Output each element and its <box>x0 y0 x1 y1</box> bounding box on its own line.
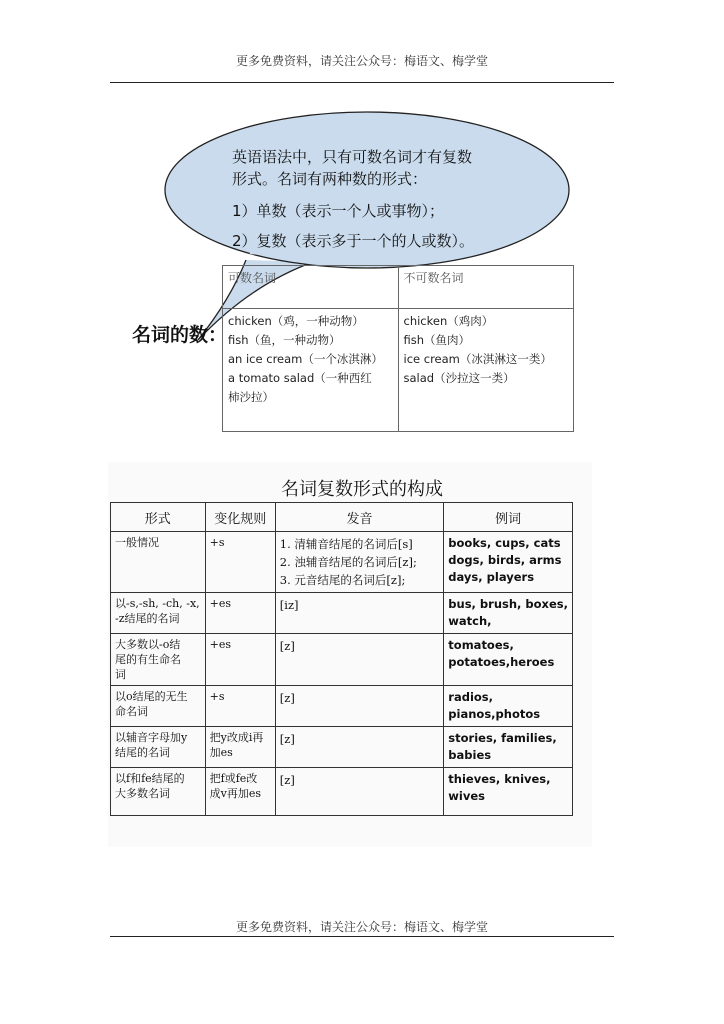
rule-cell <box>205 727 275 768</box>
rule-cell <box>205 532 275 593</box>
pronunciation-cell <box>275 532 444 593</box>
countable-item: fish（鱼，一种动物） <box>228 333 341 347</box>
uncountable-cell <box>398 309 574 432</box>
pronunciation-cell <box>275 686 444 727</box>
form-text: 命名词 <box>115 705 148 718</box>
countable-cell <box>223 309 399 432</box>
table-row <box>111 593 573 634</box>
pronunciation-cell <box>275 768 444 816</box>
examples-cell <box>444 768 573 816</box>
pronunciation-text: [z] <box>279 639 295 653</box>
form-text: 以f和fe结尾的 <box>115 772 185 785</box>
rule-cell <box>205 593 275 634</box>
countable-item: chicken（鸡，一种动物） <box>228 314 364 328</box>
form-text: 结尾的名词 <box>115 746 170 759</box>
example-text: dogs, birds, arms <box>448 553 562 567</box>
pronunciation-cell <box>275 593 444 634</box>
col-header-form: 形式 <box>111 503 206 532</box>
plural-formation-table <box>110 502 573 816</box>
bubble-line: 1）单数（表示一个人或事物）； <box>232 202 445 220</box>
table-row <box>111 727 573 768</box>
table-row <box>111 768 573 816</box>
examples-cell <box>444 727 573 768</box>
page-header: 更多免费资料，请关注公众号：梅语文、梅学堂 <box>235 54 488 68</box>
rule-text: +s <box>209 690 225 703</box>
rule-text: 把f或fe改 <box>209 772 258 785</box>
col-header-pronunciation: 发音 <box>275 503 444 532</box>
pronunciation-text: 1. 清辅音结尾的名词后[s] <box>279 537 413 551</box>
example-text: babies <box>448 748 492 762</box>
example-text: thieves, knives, <box>448 772 551 786</box>
example-text: radios, <box>448 690 494 704</box>
form-cell <box>111 634 206 686</box>
rule-cell <box>205 768 275 816</box>
bubble-line: 形式。名词有两种数的形式： <box>232 170 428 188</box>
form-text: 词 <box>115 668 126 681</box>
rule-cell <box>205 634 275 686</box>
table-row <box>111 686 573 727</box>
rule-text: +es <box>209 638 231 651</box>
example-text: stories, families, <box>448 731 557 745</box>
example-text: books, cups, cats <box>448 536 561 550</box>
pronunciation-text: 2. 浊辅音结尾的名词后[z]; <box>279 555 417 569</box>
pronunciation-text: 3. 元音结尾的名词后[z]; <box>279 573 406 587</box>
examples-cell <box>444 634 573 686</box>
noun-number-label: 名词的数： <box>132 324 228 346</box>
pronunciation-cell <box>275 727 444 768</box>
form-cell <box>111 768 206 816</box>
footer-rule <box>110 936 614 937</box>
header-countable: 可数名词 <box>223 266 399 309</box>
pronunciation-text: [iz] <box>279 598 299 612</box>
page-footer: 更多免费资料，请关注公众号：梅语文、梅学堂 <box>235 920 488 934</box>
uncountable-item: ice cream（冰淇淋这一类） <box>403 352 552 366</box>
rule-text: 成v再加es <box>209 787 261 800</box>
rule-text: +es <box>209 597 231 610</box>
form-text: -z结尾的名词 <box>115 612 180 625</box>
form-text: 以-s,-sh, -ch, -x, <box>115 597 200 610</box>
form-cell <box>111 686 206 727</box>
pronunciation-text: [z] <box>279 691 295 705</box>
examples-cell <box>444 686 573 727</box>
form-text: 以o结尾的无生 <box>115 690 188 703</box>
form-cell <box>111 727 206 768</box>
uncountable-item: salad（沙拉这一类） <box>403 371 515 385</box>
uncountable-item: chicken（鸡肉） <box>403 314 494 328</box>
form-cell <box>111 532 206 593</box>
uncountable-item: fish（鱼肉） <box>403 333 471 347</box>
form-text: 一般情况 <box>115 536 159 549</box>
col-header-rule: 变化规则 <box>205 503 275 532</box>
example-text: potatoes,heroes <box>448 655 555 669</box>
form-text: 大多数以-o结 <box>115 638 181 651</box>
rule-cell <box>205 686 275 727</box>
header-uncountable: 不可数名词 <box>398 266 574 309</box>
form-text: 以辅音字母加y <box>115 731 188 744</box>
example-text: days, players <box>448 570 535 584</box>
countable-item: an ice cream（一个冰淇淋） <box>228 352 383 366</box>
table-row <box>111 634 573 686</box>
bubble-line: 2）复数（表示多于一个的人或数）。 <box>232 232 475 250</box>
col-header-examples: 例词 <box>444 503 573 532</box>
example-text: bus, brush, boxes, <box>448 597 568 611</box>
example-text: watch, <box>448 614 492 628</box>
example-text: wives <box>448 789 486 803</box>
example-text: pianos,photos <box>448 707 541 721</box>
example-text: tomatoes, <box>448 638 514 652</box>
countable-item: a tomato salad（一种西红 <box>228 371 372 385</box>
pronunciation-text: [z] <box>279 732 295 746</box>
countable-table <box>222 265 574 432</box>
examples-cell <box>444 532 573 593</box>
form-cell <box>111 593 206 634</box>
form-text: 大多数名词 <box>115 787 170 800</box>
rule-text: +s <box>209 536 225 549</box>
form-text: 尾的有生命名 <box>115 653 181 666</box>
pronunciation-cell <box>275 634 444 686</box>
plural-table-title: 名词复数形式的构成 <box>281 479 443 500</box>
pronunciation-text: [z] <box>279 773 295 787</box>
bubble-line: 英语语法中，只有可数名词才有复数 <box>232 148 473 166</box>
rule-text: 把y改成i再 <box>209 731 264 744</box>
rule-text: 加es <box>209 746 233 759</box>
countable-item: 柿沙拉） <box>228 390 274 404</box>
examples-cell <box>444 593 573 634</box>
table-row <box>111 532 573 593</box>
